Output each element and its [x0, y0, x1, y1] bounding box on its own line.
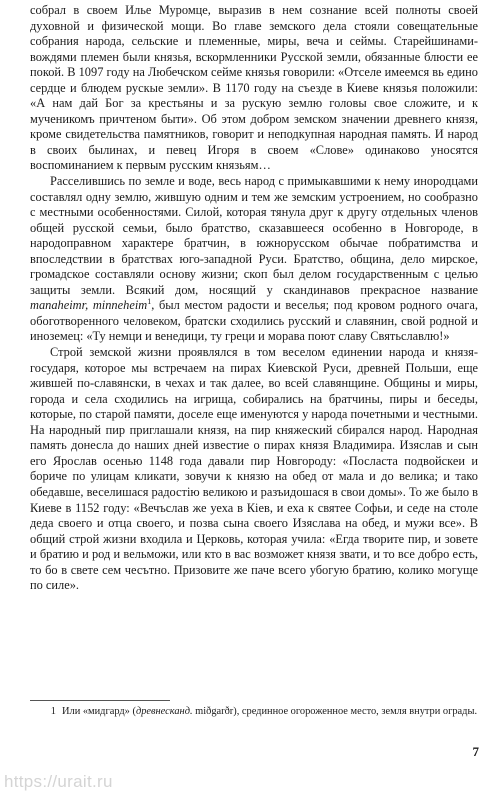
paragraph-3: Строй земской жизни проявлялся в том веселом единении народа и князя-государя, которое мы встречаем на пирах Киевской Руси, древней Польши, еще жившей по-славянски, в чехах и так далее, во всей славянщине. Общины и миры, города и села сходились на игрища, собирались на братчины, пиры и беседы, которые, по старой памяти, доселе еще именуются у народа почетными и честными. На народный пир приглашали князя, на пир княжеский сбирался народ. Народная память донесла до наших дней известие о пирах князя Владимира. Изяслав и сын его Ярослав осенью 1148 года давали пир Новгороду: «Посласта подвойскеи и бориче по улицам кликати, зовучи к князю на обед от мала и до велика; и тако обедавше, веселишася радостію великою и разъидошася в свои домы». То же было в Киеве в 1152 году: «Вечъслав же уеха в Кiев, и еха к святее Софьи, и седе на столе деда своего и отца своего, и позва сына своего Изяслава на обед, и мужи все». В общий строй жизни входила и Церковь, которая учила: «Егда творите пир, и зовете и братию и род и вельможи, или кто в вас возможет князя звати, и то все добро есть, то бо в свете сем чесътно. Призовите же паче всего убогую братию, колико могуще по силе».	[30, 345, 478, 593]
footnote-reference[interactable]: 1	[147, 297, 152, 307]
footnote-number: 1	[50, 706, 56, 717]
page-number: 7	[472, 744, 479, 759]
paragraph-2-text-continued: , был местом радости и веселья; под кровом родного очага, обоготворенного человеком, братски сходились русский и славянин, свой родной и иноземец: «Ту немци и венедици, ту греци и морава поют славу Святьславлю!»	[30, 298, 478, 344]
footnote	[30, 705, 478, 719]
footnote-text-continued: miðgarðr), срединное огороженное место, земля внутри ограды.	[192, 706, 478, 717]
footnote-divider	[30, 700, 170, 701]
main-text	[30, 3, 478, 594]
footnote-text: Или «мидгард» (	[62, 706, 136, 717]
paragraph-2-text: Расселившись по земле и воде, весь народ с примыкавшими к нему инородцами составлял одну землю, жившую одним и тем же земским устроением, но сообразно с местными особенностями. Силой, которая тянула друг к другу отдельных членов общей русской семьи, было братство, сказавшееся особенно в Новгороде, в народоправном характере братчин, в южнорусском обычае побратимства и впоследствии в братствах юго-западной Руси. Братство, община, дело мирское, громадское составляли основу жизни; скоп был делом государственным с целью защиты земли. Всякий дом, носящий у скандинавов прекрасное название	[30, 174, 478, 297]
paragraph-2	[30, 174, 478, 345]
paragraph-1: собрал в своем Илье Муромце, выразив в нем сознание всей полноты своей духовной и физической мощи. Во главе земского дела стояли совещательные собрания народа, сельские и племенные, миры, веча и сеймы. Старейшинами-вождями племен были князья, вскормленники Русской земли, обязанные блюсти ее покой. В 1097 году на Любечском сейме князья говорили: «Отселе имеемся вь едино сердце и блюдем рускыe земли». В 1170 году на съезде в Киеве князья положили: «А нам дай Бог за крестьяны и за рускую землю головы свое сложите, и к мученикомъ причтеном быти». Об этом добром земском значении древнего князя, кроме свидетельства памятников, говорит и неподкупная народная память. И народ в своих былинах, и певец Игоря в своем «Слове» одинаково уносятся воспоминанием к первым русским князьям…	[30, 3, 478, 173]
paragraph-2-italic-term: manaheimr, minneheim	[30, 298, 148, 313]
footnote-italic-abbrev: древнесканд.	[135, 706, 193, 717]
watermark: https://urait.ru	[4, 772, 113, 791]
